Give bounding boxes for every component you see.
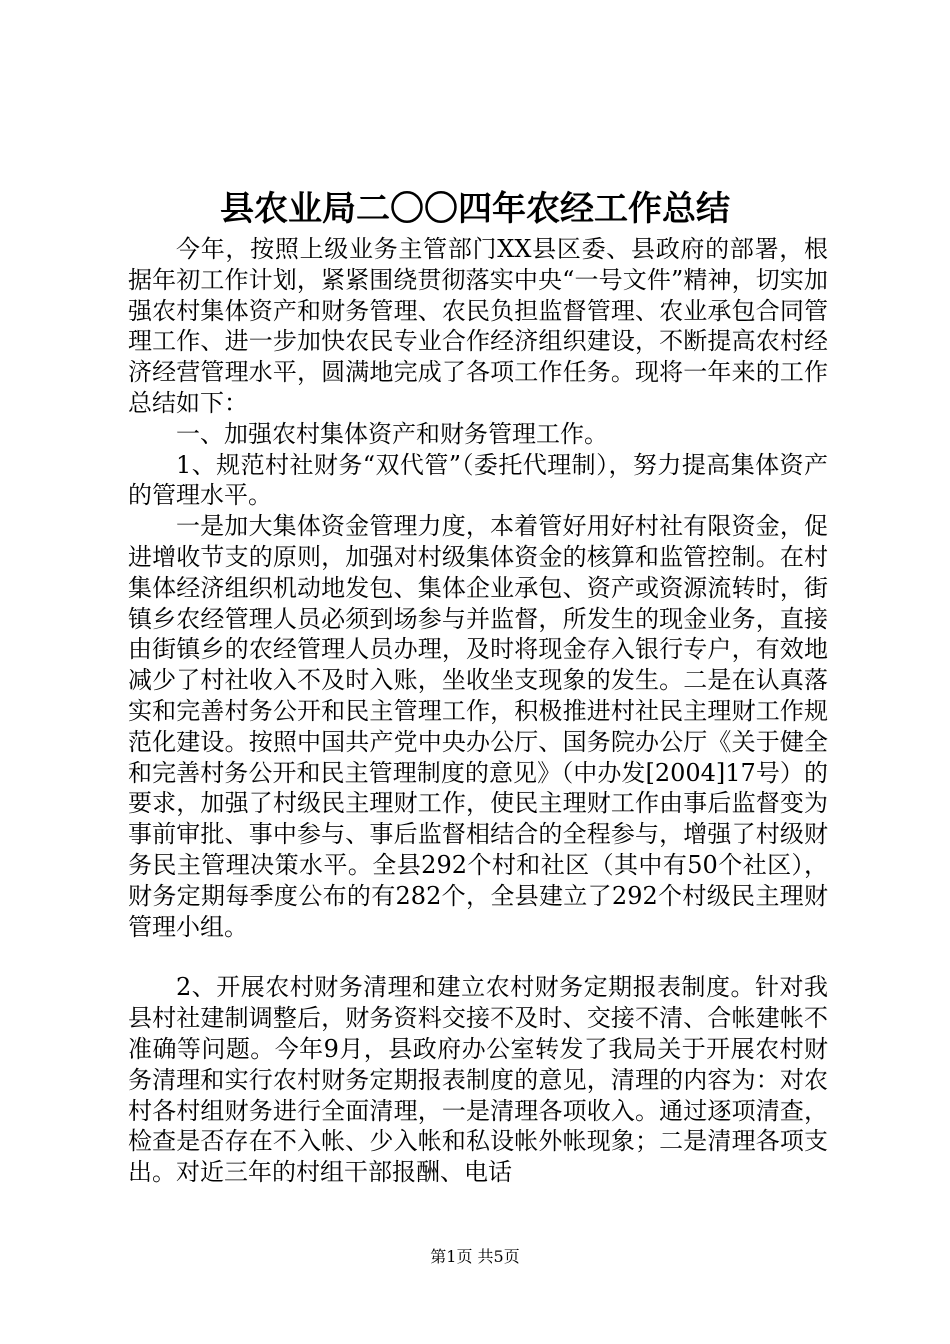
body-paragraph: 2、开展农村财务清理和建立农村财务定期报表制度。针对我县村社建制调整后，财务资料交接不及时、交接不清、合帐建帐不准确等问题。今年9月，县政府办公室转发了我局关于开展农村财务清理和实行农村财务定期报表制度的意见，清理的内容为：对农村各村组财务进行全面清理，一是清理各项收入。通过逐项清查，检查是否存在不入帐、少入帐和私设帐外帐现象；二是清理各项支出。对近三年的村组干部报酬、电话 <box>128 973 828 1187</box>
subsection-heading: 1、规范村社财务“双代管”（委托代理制），努力提高集体资产的管理水平。 <box>128 450 828 510</box>
section-heading: 一、加强农村集体资产和财务管理工作。 <box>176 419 608 448</box>
body-paragraph: 一是加大集体资金管理力度，本着管好用好村社有限资金，促进增收节支的原则，加强对村级集体资金的核算和监管控制。在村集体经济组织机动地发包、集体企业承包、资产或资源流转时，街镇乡农经管理人员必须到场参与并监督，所发生的现金业务，直接由街镇乡的农经管理人员办理，及时将现金存入银行专户，有效地减少了村社收入不及时入账，坐收坐支现象的发生。二是在认真落实和完善村务公开和民主管理工作，积极推进村社民主理财工作规范化建设。按照中国共产党中央办公厅、国务院办公厅《关于健全和完善村务公开和民主管理制度的意见》（中办发[2004]17号）的要求，加强了村级民主理财工作，使民主理财工作由事后监督变为事前审批、事中参与、事后监督相结合的全程参与，增强了村级财务民主管理决策水平。全县292个村和社区（其中有50个社区），财务定期每季度公布的有282个，全县建立了292个村级民主理财管理小组。 <box>128 512 828 941</box>
document-title: 县农业局二〇〇四年农经工作总结 <box>220 189 730 229</box>
page-number-footer: 第1页 共5页 <box>430 1247 520 1266</box>
intro-paragraph: 今年，按照上级业务主管部门XX县区委、县政府的部署，根据年初工作计划，紧紧围绕贯彻落实中央“一号文件”精神，切实加强农村集体资产和财务管理、农民负担监督管理、农业承包合同管理工作、进一步加快农民专业合作经济组织建设，不断提高农村经济经营管理水平，圆满地完成了各项工作任务。现将一年来的工作总结如下： <box>128 235 828 417</box>
document-body <box>128 234 828 1188</box>
